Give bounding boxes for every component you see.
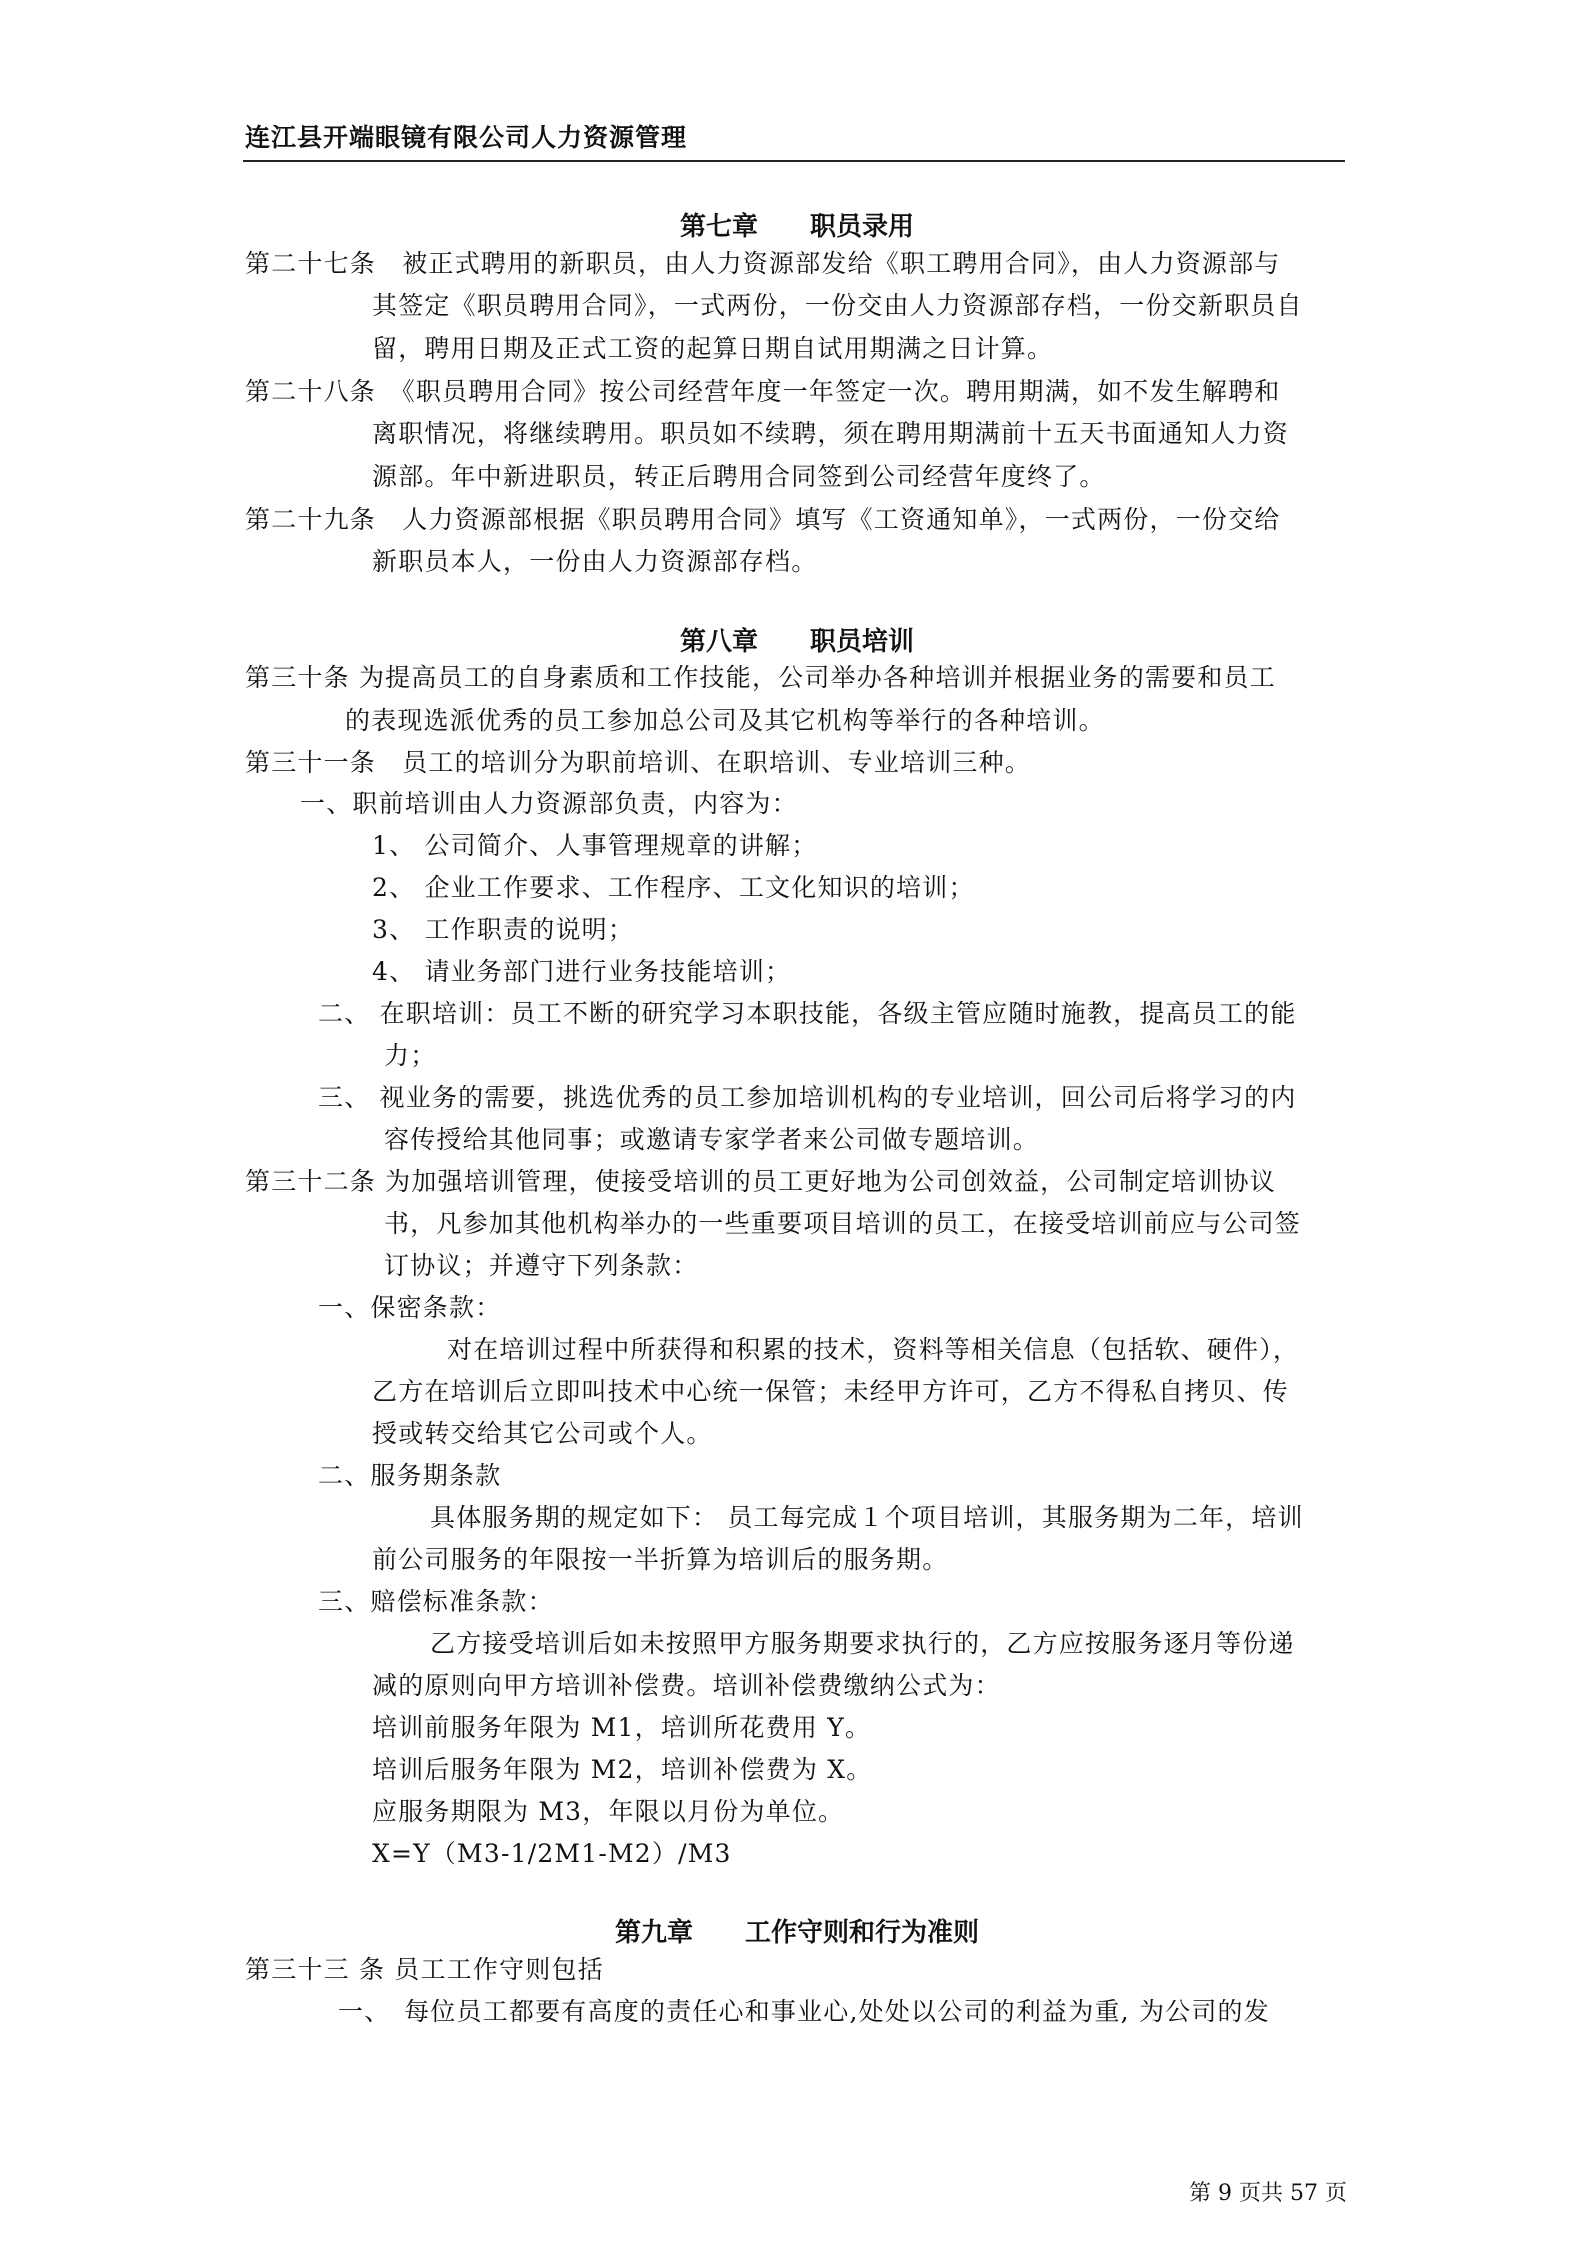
clause-compensation-heading: 三、赔偿标准条款： <box>318 1587 554 1616</box>
article-31-section-1: 一、职前培训由人力资源部负责，内容为： <box>300 789 798 818</box>
article-27-line-3: 留，聘用日期及正式工资的起算日期自试用期满之日计算。 <box>372 334 1054 363</box>
article-30-line-1: 第三十条 为提高员工的自身素质和工作技能，公司举办各种培训并根据业务的需要和员工 <box>245 663 1276 692</box>
clause-service-heading: 二、服务期条款 <box>318 1461 502 1490</box>
article-31-item-2: 2、 企业工作要求、工作程序、工文化知识的培训； <box>372 873 975 902</box>
page-number: 第 9 页共 57 页 <box>1189 2181 1347 2206</box>
formula-expression: X=Y（M3-1/2M1-M2）/M3 <box>372 1839 732 1868</box>
article-31-section-3-line-2: 容传授给其他同事；或邀请专家学者来公司做专题培训。 <box>384 1125 1040 1154</box>
article-27-line-1: 第二十七条 被正式聘用的新职员，由人力资源部发给《职工聘用合同》，由人力资源部与 <box>245 249 1281 278</box>
article-33-item-1: 一、 每位员工都要有高度的责任心和事业心,处处以公司的利益为重, 为公司的发 <box>338 1997 1270 2026</box>
article-29-line-2: 新职员本人，一份由人力资源部存档。 <box>372 547 818 576</box>
chapter-7-title: 第七章 职员录用 <box>679 212 914 242</box>
article-31-section-2-line-2: 力； <box>384 1041 437 1070</box>
chapter-8-title: 第八章 职员培训 <box>679 627 914 657</box>
chapter-9-title: 第九章 工作守则和行为准则 <box>614 1918 979 1948</box>
article-31-section-2-line-1: 二、 在职培训：员工不断的研究学习本职技能，各级主管应随时施教，提高员工的能 <box>318 999 1297 1028</box>
clause-compensation-line-2: 减的原则向甲方培训补偿费。培训补偿费缴纳公式为： <box>372 1671 1001 1700</box>
clause-compensation-line-1: 乙方接受培训后如未按照甲方服务期要求执行的，乙方应按服务逐月等份递 <box>430 1629 1295 1658</box>
article-31-item-1: 1、 公司简介、人事管理规章的讲解； <box>372 831 818 860</box>
article-31-line-1: 第三十一条 员工的培训分为职前培训、在职培训、专业培训三种。 <box>245 748 1032 777</box>
article-28-line-2: 离职情况，将继续聘用。职员如不续聘，须在聘用期满前十五天书面通知人力资 <box>372 419 1290 448</box>
article-33-line-1: 第三十三 条 员工工作守则包括 <box>245 1955 604 1984</box>
article-31-item-4: 4、 请业务部门进行业务技能培训； <box>372 957 792 986</box>
clause-confidentiality-heading: 一、保密条款： <box>318 1293 502 1322</box>
article-29-line-1: 第二十九条 人力资源部根据《职员聘用合同》填写《工资通知单》，一式两份，一份交给 <box>245 505 1281 534</box>
article-28-line-3: 源部。年中新进职员，转正后聘用合同签到公司经营年度终了。 <box>372 462 1106 491</box>
article-31-section-3-line-1: 三、 视业务的需要，挑选优秀的员工参加培训机构的专业培训，回公司后将学习的内 <box>318 1083 1297 1112</box>
clause-service-line-2: 前公司服务的年限按一半折算为培训后的服务期。 <box>372 1545 949 1574</box>
formula-m1: 培训前服务年限为 M1，培训所花费用 Y。 <box>372 1713 872 1742</box>
article-32-line-3: 订协议；并遵守下列条款： <box>384 1251 699 1280</box>
article-32-line-1: 第三十二条 为加强培训管理，使接受培训的员工更好地为公司创效益，公司制定培训协议 <box>245 1167 1276 1196</box>
clause-service-line-1: 具体服务期的规定如下： 员工每完成１个项目培训，其服务期为二年，培训 <box>430 1503 1304 1532</box>
clause-confidentiality-line-1: 对在培训过程中所获得和积累的技术，资料等相关信息（包括软、硬件）， <box>447 1335 1300 1364</box>
article-30-line-2: 的表现选派优秀的员工参加总公司及其它机构等举行的各种培训。 <box>345 706 1105 735</box>
formula-m3: 应服务期限为 M3，年限以月份为单位。 <box>372 1797 845 1826</box>
formula-m2: 培训后服务年限为 M2，培训补偿费为 X。 <box>372 1755 873 1784</box>
article-32-line-2: 书，凡参加其他机构举办的一些重要项目培训的员工，在接受培训前应与公司签 <box>384 1209 1302 1238</box>
article-28-line-1: 第二十八条 《职员聘用合同》按公司经营年度一年签定一次。聘用期满，如不发生解聘和 <box>245 377 1281 406</box>
article-27-line-2: 其签定《职员聘用合同》，一式两份，一份交由人力资源部存档，一份交新职员自 <box>372 291 1303 320</box>
clause-confidentiality-line-2: 乙方在培训后立即叫技术中心统一保管；未经甲方许可，乙方不得私自拷贝、传 <box>372 1377 1290 1406</box>
header-rule <box>243 160 1345 162</box>
clause-confidentiality-line-3: 授或转交给其它公司或个人。 <box>372 1419 713 1448</box>
page-header-title: 连江县开端眼镜有限公司人力资源管理 <box>245 123 688 152</box>
article-31-item-3: 3、 工作职责的说明； <box>372 915 635 944</box>
